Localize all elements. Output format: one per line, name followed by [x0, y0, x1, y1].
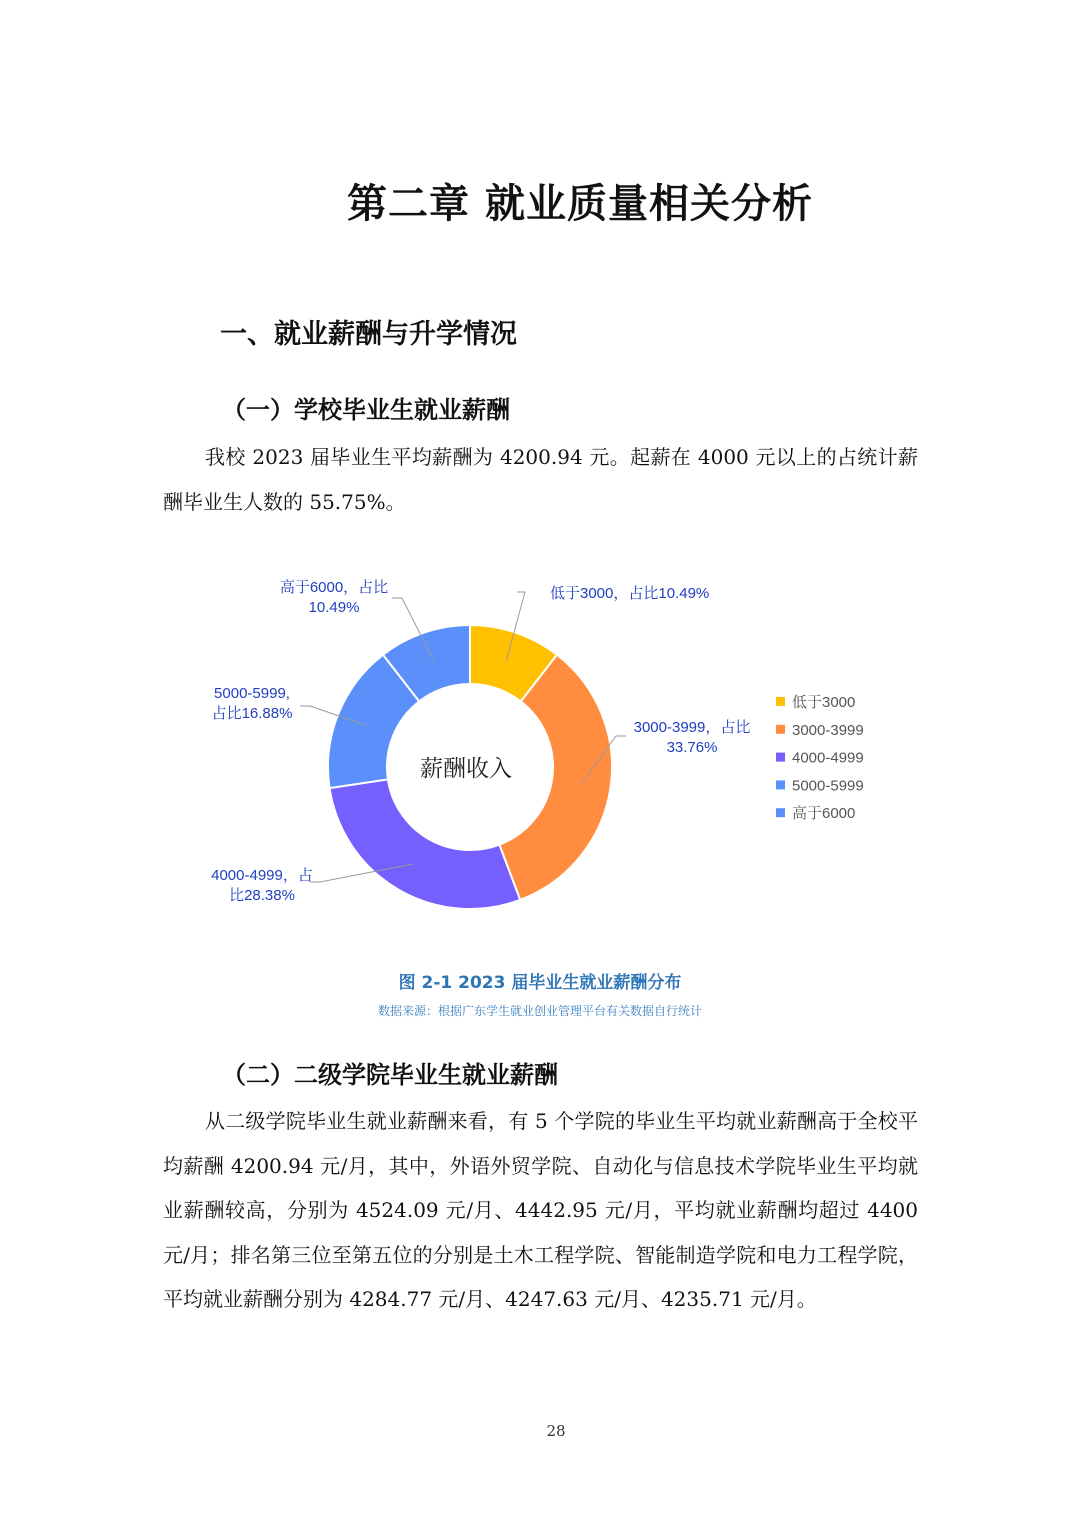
donut-slice-4000 — [330, 779, 521, 909]
paragraph-college-salary: 从二级学院毕业生就业薪酬来看，有 5 个学院的毕业生平均就业薪酬高于全校平均薪酬 4200.94 元/月，其中，外语外贸学院、自动化与信息技术学院毕业生平均就业薪酬较高，分别为 4524.09 元/月、4442.95 元/月，平均就业薪酬均超过 4400 元/月；排名第三位至第五位的分别是土木工程学院、智能制造学院和电力工程学院，平均就业薪酬分别为 4284.77 元/月、4247.63 元/月、4235.71 元/月。 — [163, 1109, 918, 1311]
figure-source: 数据来源：根据广东学生就业创业管理平台有关数据自行统计 — [377, 1004, 702, 1018]
data-label-high: 高于6000，占比 10.49% — [279, 579, 389, 616]
data-label-5000: 5000-5999,占比16.88% — [211, 685, 293, 722]
chart-legend — [776, 694, 864, 822]
legend-label-4000: 4000-4999 — [792, 749, 864, 767]
subsection-title-college-salary: （二）二级学院毕业生就业薪酬 — [222, 1061, 558, 1089]
legend-swatch-5000 — [776, 780, 785, 789]
legend-label-high: 高于6000 — [792, 805, 856, 823]
legend-swatch-4000 — [776, 753, 785, 762]
data-label-4000: 4000-4999，占比28.38% — [211, 867, 313, 904]
section-title: 一、就业薪酬与升学情况 — [220, 319, 517, 350]
legend-label-5000: 5000-5999 — [792, 777, 864, 795]
legend-swatch-3000 — [776, 725, 785, 734]
chart-center-title: 薪酬收入 — [420, 756, 512, 782]
data-label-low: 低于3000，占比10.49% — [550, 585, 710, 602]
legend-label-low: 低于3000 — [792, 694, 856, 711]
chapter-title: 第二章 就业质量相关分析 — [347, 181, 813, 227]
data-label-3000: 3000-3999，占比 33.76% — [633, 719, 751, 756]
subsection-title-school-salary: （一）学校毕业生就业薪酬 — [222, 396, 510, 424]
legend-swatch-low — [776, 697, 785, 706]
figure-caption: 图 2-1 2023 届毕业生就业薪酬分布 — [398, 973, 682, 993]
page-number: 28 — [546, 1422, 566, 1440]
paragraph-school-salary: 我校 2023 届毕业生平均薪酬为 4200.94 元。起薪在 4000 元以上的占统计薪酬毕业生人数的 55.75%。 — [163, 445, 918, 514]
legend-label-3000: 3000-3999 — [792, 721, 864, 739]
legend-swatch-high — [776, 808, 785, 817]
